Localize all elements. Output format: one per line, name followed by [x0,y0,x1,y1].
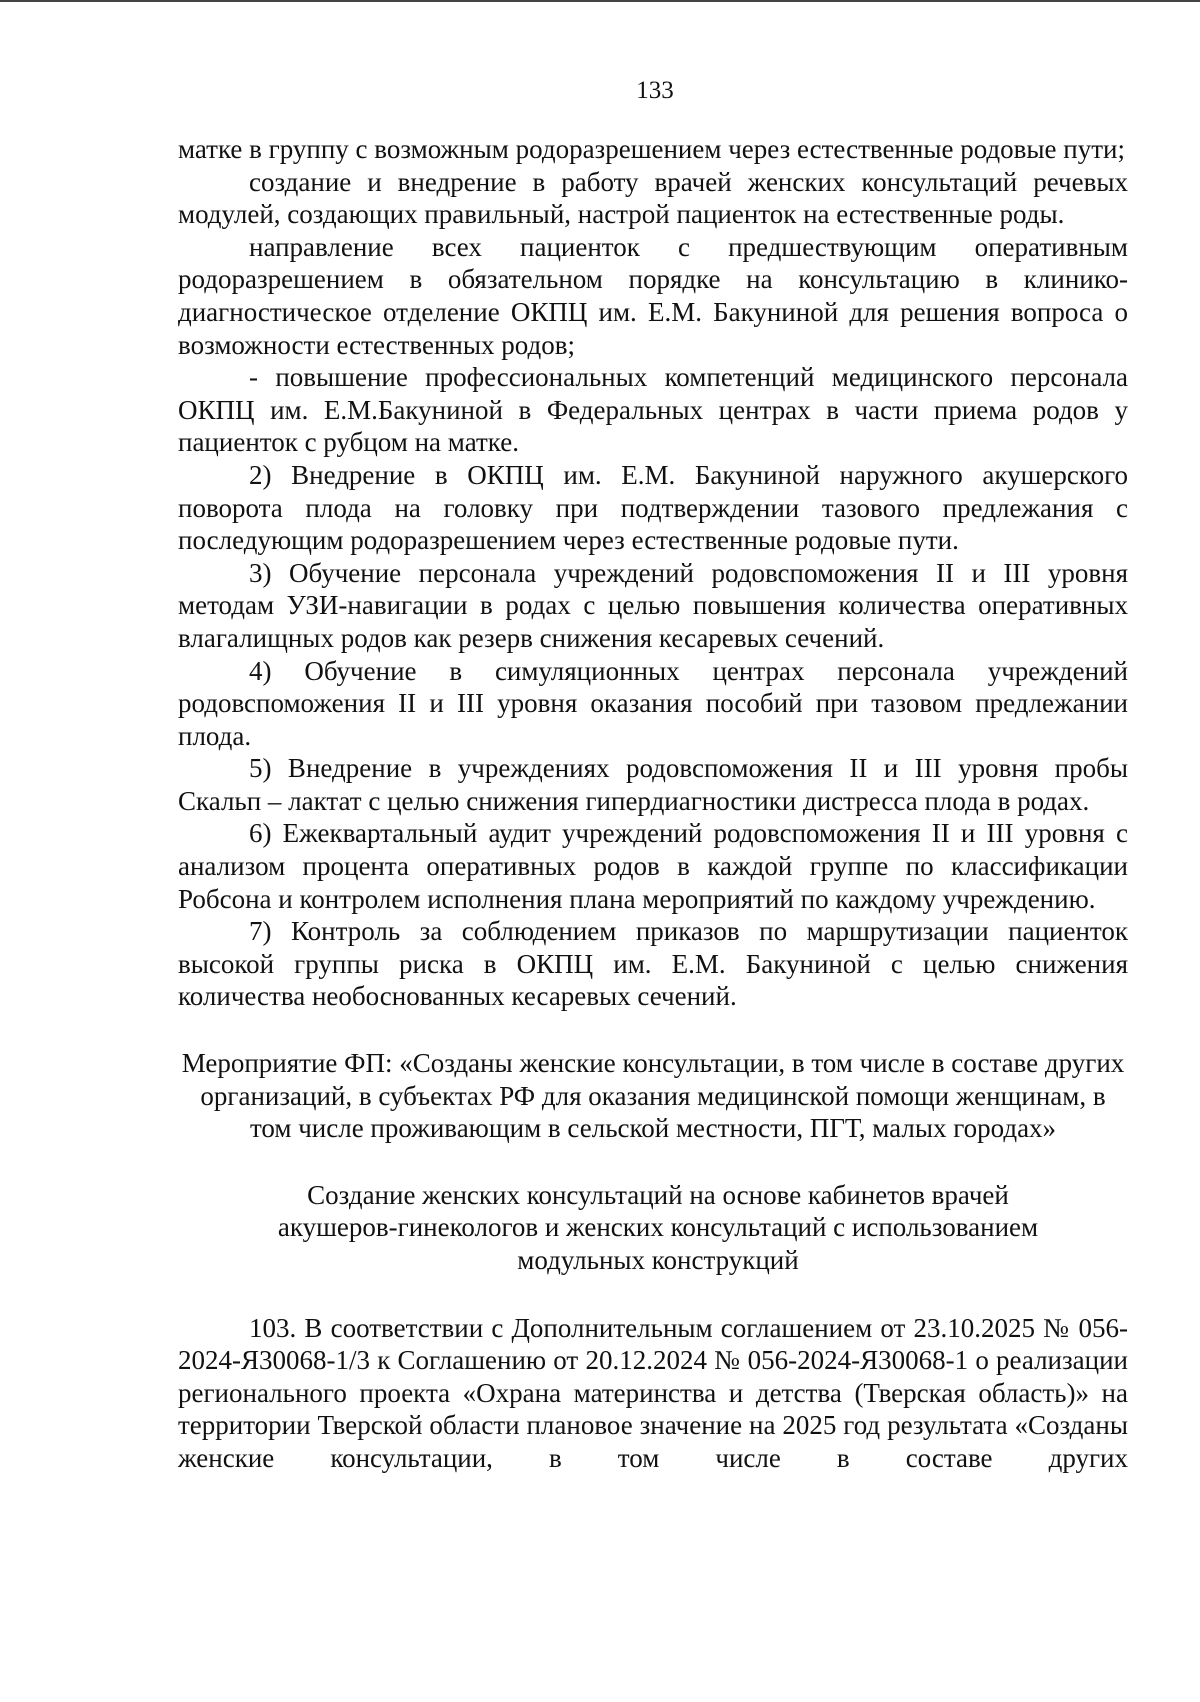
event-heading: Мероприятие ФП: «Созданы женские консультации, в том числе в составе других организаций, в субъектах РФ для оказания медицинской помощи женщинам, в том числе проживающим в сельской местности, ПГТ, малых городах» [181,1048,1125,1144]
paragraph-103: 103. В соответствии с Дополнительным соглашением от 23.10.2025 № 056-2024-Я30068-1/3 к Соглашению от 20.12.2024 № 056-2024-Я30068-1 о реализации регионального проекта «Охрана материнства и детства (Тверская область)» на территории Тверской области плановое значение на 2025 год результата «Созданы женские консультации, в том числе в составе других [178,1312,1128,1473]
page-top-edge [0,0,1200,2]
paragraph-item-5: 5) Внедрение в учреждениях родовспоможения II и III уровня пробы Скальп – лактат с целью снижения гипердиагностики дистресса плода в родах. [178,753,1128,816]
section-heading: Создание женских консультаций на основе кабинетов врачей акушеров-гинекологов и женских консультаций с использованием модульных конструкций [277,1179,1039,1275]
paragraph-continuation: матке в группу с возможным родоразрешением через естественные родовые пути; [178,134,1125,164]
paragraph-item-3: 3) Обучение персонала учреждений родовспоможения II и III уровня методам УЗИ-навигации в родах с целью повышения количества оперативных влагалищных родов как резерв снижения кесаревых сечений. [178,557,1128,653]
document-body [178,133,1128,1475]
paragraph-item-6: 6) Ежеквартальный аудит учреждений родовспоможения II и III уровня с анализом процента оперативных родов в каждой группе по классификации Робсона и контролем исполнения плана мероприятий по каждому учреждению. [178,818,1128,914]
paragraph-item-7: 7) Контроль за соблюдением приказов по маршрутизации пациенток высокой группы риска в ОКПЦ им. Е.М. Бакуниной с целью снижения количества необоснованных кесаревых сечений. [178,916,1128,1012]
paragraph-speech-modules: создание и внедрение в работу врачей женских консультаций речевых модулей, создающих правильный, настрой пациенток на естественные роды. [178,166,1128,230]
page-number: 133 [636,77,674,104]
paragraph-referral: направление всех пациенток с предшествующим оперативным родоразрешением в обязательном порядке на консультацию в клинико-диагностическое отделение ОКПЦ им. Е.М. Бакуниной для решения вопроса о возможности естественных родов; [178,231,1128,360]
paragraph-competence: - повышение профессиональных компетенций медицинского персонала ОКПЦ им. Е.М.Бакуниной в Федеральных центрах в части приема родов у пациенток с рубцом на матке. [178,362,1128,458]
paragraph-item-2: 2) Внедрение в ОКПЦ им. Е.М. Бакуниной наружного акушерского поворота плода на головку при подтверждении тазового предлежания с последующим родоразрешением через естественные родовые пути. [178,459,1128,556]
paragraph-item-4: 4) Обучение в симуляционных центрах персонала учреждений родовспоможения II и III уровня оказания пособий при тазовом предлежании плода. [178,655,1128,751]
